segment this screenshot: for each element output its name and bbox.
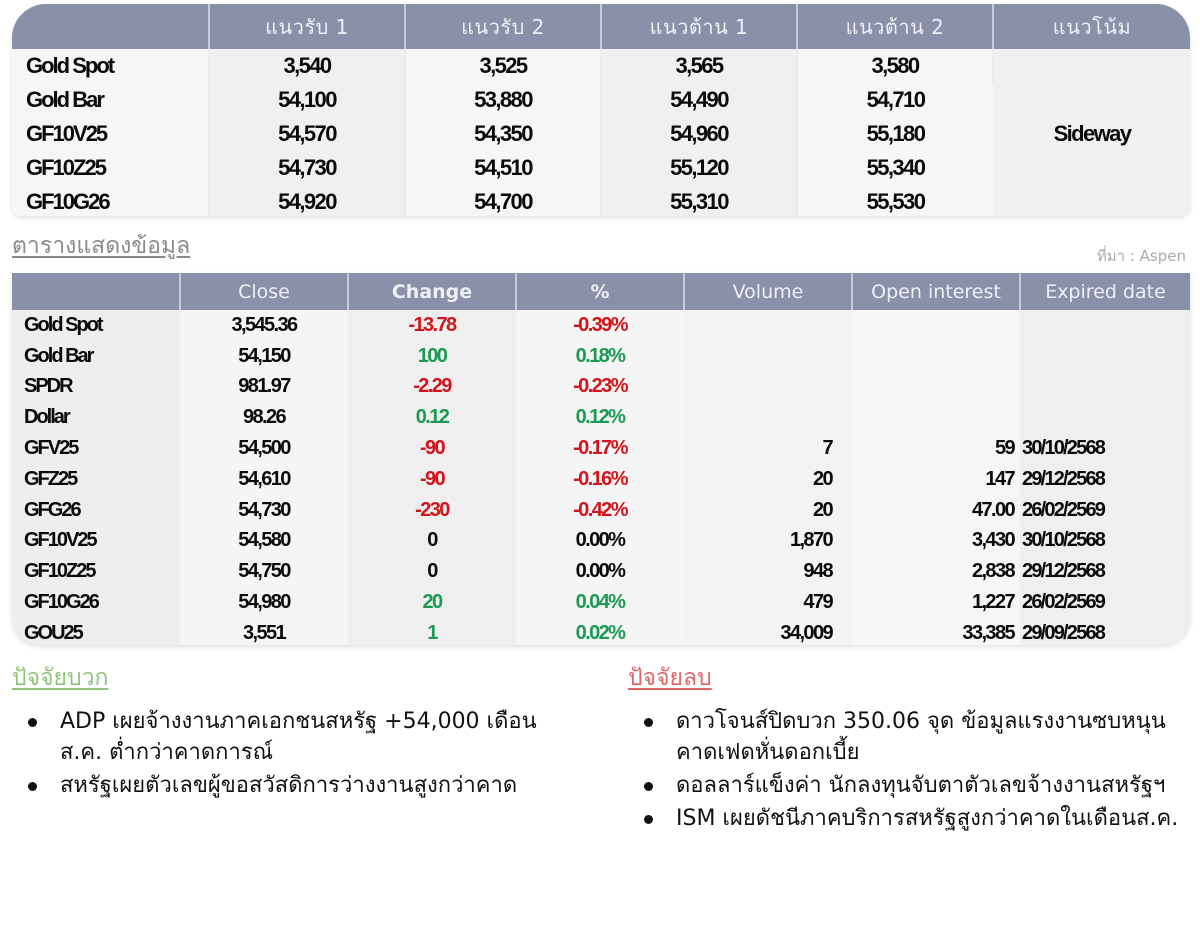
change-value: -90 <box>348 433 516 464</box>
table-row <box>12 495 1190 526</box>
percent-value: 0.00% <box>516 526 684 557</box>
header-close: Close <box>180 273 348 310</box>
header-open-interest: Open interest <box>852 273 1020 310</box>
support-1-value: 54,570 <box>209 117 405 151</box>
close-value: 54,500 <box>180 433 348 464</box>
support-1-value: 3,540 <box>209 49 405 83</box>
table-row <box>12 587 1190 618</box>
instrument-name: Gold Spot <box>12 49 209 83</box>
table-row <box>12 49 1190 83</box>
open-interest-value: 147 <box>852 464 1020 495</box>
open-interest-value: 3,430 <box>852 526 1020 557</box>
resistance-2-value: 55,180 <box>797 117 993 151</box>
expired-date-value <box>1020 372 1190 403</box>
open-interest-value: 59 <box>852 433 1020 464</box>
expired-date-value: 29/12/2568 <box>1020 464 1190 495</box>
volume-value <box>684 310 852 341</box>
negative-factors <box>628 660 1188 836</box>
close-value: 3,551 <box>180 618 348 645</box>
close-value: 54,980 <box>180 587 348 618</box>
change-value: -90 <box>348 464 516 495</box>
header-trend: แนวโน้ม <box>993 4 1190 49</box>
table-row <box>12 526 1190 557</box>
header-resistance-1: แนวต้าน 1 <box>601 4 797 49</box>
volume-value: 20 <box>684 464 852 495</box>
change-value: -13.78 <box>348 310 516 341</box>
list-item <box>28 770 572 801</box>
support-resistance-header-row <box>12 4 1190 49</box>
open-interest-value: 33,385 <box>852 618 1020 645</box>
open-interest-value: 47.00 <box>852 495 1020 526</box>
support-1-value: 54,920 <box>209 185 405 216</box>
resistance-1-value: 55,120 <box>601 151 797 185</box>
support-2-value: 54,350 <box>405 117 601 151</box>
trend-value: Sideway <box>993 49 1190 216</box>
negative-factors-title: ปัจจัยลบ <box>628 665 712 691</box>
factor-text: ดาวโจนส์ปิดบวก 350.06 จุด ข้อมูลแรงงานซบหนุนคาดเฟดหั่นดอกเบี้ย <box>676 709 1166 765</box>
volume-value: 20 <box>684 495 852 526</box>
close-value: 54,150 <box>180 341 348 372</box>
volume-value <box>684 402 852 433</box>
positive-factors <box>12 660 572 803</box>
resistance-2-value: 55,340 <box>797 151 993 185</box>
percent-value: 0.12% <box>516 402 684 433</box>
expired-date-value: 30/10/2568 <box>1020 526 1190 557</box>
header-percent: % <box>516 273 684 310</box>
support-2-value: 53,880 <box>405 83 601 117</box>
header-support-2: แนวรับ 2 <box>405 4 601 49</box>
open-interest-value: 1,227 <box>852 587 1020 618</box>
table-row <box>12 310 1190 341</box>
instrument-name: GF10G26 <box>12 185 209 216</box>
close-value: 54,610 <box>180 464 348 495</box>
resistance-1-value: 55,310 <box>601 185 797 216</box>
header-instrument <box>12 273 180 310</box>
close-value: 3,545.36 <box>180 310 348 341</box>
percent-value: 0.00% <box>516 556 684 587</box>
factor-text: ดอลลาร์แข็งค่า นักลงทุนจับตาตัวเลขจ้างงานสหรัฐฯ <box>676 773 1166 798</box>
instrument-name: GF10Z25 <box>12 556 180 587</box>
market-data-table <box>12 273 1190 645</box>
list-item <box>644 706 1188 768</box>
open-interest-value <box>852 341 1020 372</box>
percent-value: -0.16% <box>516 464 684 495</box>
bullet-icon <box>644 782 653 791</box>
instrument-name: GF10V25 <box>12 117 209 151</box>
data-table-title: ตารางแสดงข้อมูล <box>12 233 191 259</box>
factor-text: ISM เผยดัชนีภาคบริการสหรัฐสูงกว่าคาดในเดือนส.ค. <box>676 806 1179 831</box>
percent-value: -0.23% <box>516 372 684 403</box>
instrument-name: GF10Z25 <box>12 151 209 185</box>
instrument-name: GOU25 <box>12 618 180 645</box>
close-value: 54,580 <box>180 526 348 557</box>
percent-value: 0.04% <box>516 587 684 618</box>
support-2-value: 54,700 <box>405 185 601 216</box>
instrument-name: Gold Spot <box>12 310 180 341</box>
volume-value: 948 <box>684 556 852 587</box>
close-value: 98.26 <box>180 402 348 433</box>
factor-text: สหรัฐเผยตัวเลขผู้ขอสวัสดิการว่างงานสูงกว่าคาด <box>60 773 518 798</box>
percent-value: -0.39% <box>516 310 684 341</box>
positive-factors-list <box>12 706 572 801</box>
header-change: Change <box>348 273 516 310</box>
list-item <box>28 706 572 768</box>
header-resistance-2: แนวต้าน 2 <box>797 4 993 49</box>
table-row <box>12 341 1190 372</box>
instrument-name: GFZ25 <box>12 464 180 495</box>
instrument-name: SPDR <box>12 372 180 403</box>
volume-value: 34,009 <box>684 618 852 645</box>
open-interest-value: 2,838 <box>852 556 1020 587</box>
expired-date-value <box>1020 310 1190 341</box>
change-value: 100 <box>348 341 516 372</box>
table-row <box>12 464 1190 495</box>
table-row <box>12 618 1190 645</box>
instrument-name: Gold Bar <box>12 341 180 372</box>
instrument-name: GF10G26 <box>12 587 180 618</box>
volume-value: 479 <box>684 587 852 618</box>
header-instrument <box>12 4 209 49</box>
list-item <box>644 803 1188 834</box>
table-row <box>12 433 1190 464</box>
close-value: 54,730 <box>180 495 348 526</box>
open-interest-value <box>852 310 1020 341</box>
change-value: -230 <box>348 495 516 526</box>
instrument-name: GF10V25 <box>12 526 180 557</box>
expired-date-value: 26/02/2569 <box>1020 495 1190 526</box>
expired-date-value: 29/09/2568 <box>1020 618 1190 645</box>
source-note: ที่มา : Aspen <box>1096 247 1186 265</box>
expired-date-value <box>1020 402 1190 433</box>
change-value: 0.12 <box>348 402 516 433</box>
bullet-icon <box>644 718 653 727</box>
volume-value: 1,870 <box>684 526 852 557</box>
bullet-icon <box>28 782 37 791</box>
positive-factors-title: ปัจจัยบวก <box>12 665 109 691</box>
resistance-1-value: 54,960 <box>601 117 797 151</box>
expired-date-value: 30/10/2568 <box>1020 433 1190 464</box>
percent-value: 0.02% <box>516 618 684 645</box>
volume-value: 7 <box>684 433 852 464</box>
open-interest-value <box>852 402 1020 433</box>
volume-value <box>684 372 852 403</box>
support-1-value: 54,730 <box>209 151 405 185</box>
close-value: 54,750 <box>180 556 348 587</box>
table-row <box>12 402 1190 433</box>
market-data-header-row <box>12 273 1190 310</box>
change-value: 1 <box>348 618 516 645</box>
resistance-2-value: 3,580 <box>797 49 993 83</box>
expired-date-value <box>1020 341 1190 372</box>
table-row <box>12 372 1190 403</box>
change-value: -2.29 <box>348 372 516 403</box>
percent-value: -0.42% <box>516 495 684 526</box>
percent-value: -0.17% <box>516 433 684 464</box>
factor-text: ADP เผยจ้างงานภาคเอกชนสหรัฐ +54,000 เดือนส.ค. ต่ำกว่าคาดการณ์ <box>60 709 537 765</box>
instrument-name: Gold Bar <box>12 83 209 117</box>
instrument-name: GFG26 <box>12 495 180 526</box>
instrument-name: Dollar <box>12 402 180 433</box>
expired-date-value: 29/12/2568 <box>1020 556 1190 587</box>
support-2-value: 54,510 <box>405 151 601 185</box>
negative-factors-list <box>628 706 1188 834</box>
resistance-1-value: 54,490 <box>601 83 797 117</box>
close-value: 981.97 <box>180 372 348 403</box>
volume-value <box>684 341 852 372</box>
bullet-icon <box>644 815 653 824</box>
list-item <box>644 770 1188 801</box>
percent-value: 0.18% <box>516 341 684 372</box>
open-interest-value <box>852 372 1020 403</box>
resistance-2-value: 54,710 <box>797 83 993 117</box>
header-expired-date: Expired date <box>1020 273 1190 310</box>
change-value: 0 <box>348 556 516 587</box>
header-support-1: แนวรับ 1 <box>209 4 405 49</box>
table-row <box>12 556 1190 587</box>
expired-date-value: 26/02/2569 <box>1020 587 1190 618</box>
resistance-1-value: 3,565 <box>601 49 797 83</box>
support-resistance-table <box>12 4 1190 216</box>
change-value: 20 <box>348 587 516 618</box>
header-volume: Volume <box>684 273 852 310</box>
resistance-2-value: 55,530 <box>797 185 993 216</box>
change-value: 0 <box>348 526 516 557</box>
bullet-icon <box>28 718 37 727</box>
instrument-name: GFV25 <box>12 433 180 464</box>
support-1-value: 54,100 <box>209 83 405 117</box>
support-2-value: 3,525 <box>405 49 601 83</box>
